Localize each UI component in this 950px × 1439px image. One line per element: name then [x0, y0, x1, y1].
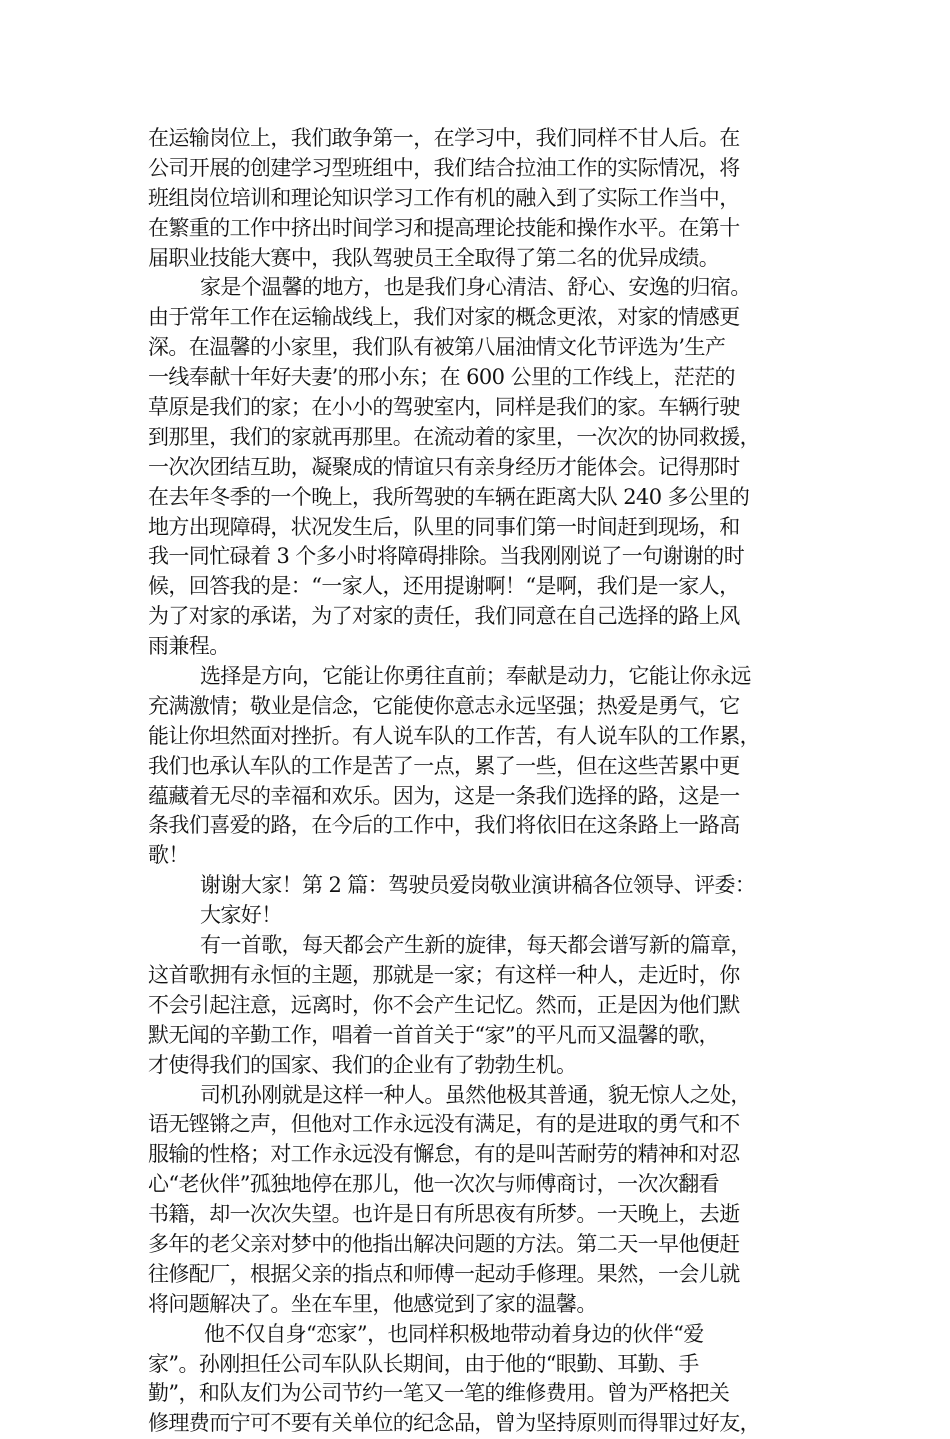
text-line: 才使得我们的国家、我们的企业有了勃勃生机。	[148, 1052, 577, 1077]
text-line: 地方出现障碍，状况发生后，队里的同事们第一时间赶到现场，和	[148, 514, 740, 539]
text-line: 届职业技能大赛中，我队驾驶员王全取得了第二名的优异成绩。	[148, 245, 720, 270]
text-line: 深。在温馨的小家里，我们队有被第八届油情文化节评选为’生产	[148, 335, 726, 360]
text-line: 大家好！	[200, 903, 282, 928]
text-line: 家”。孙刚担任公司车队队长期间，由于他的“眼勤、耳勤、手	[148, 1351, 699, 1376]
text-line: 到那里，我们的家就再那里。在流动着的家里，一次次的协同救援，	[148, 424, 760, 449]
text-line: 在去年冬季的一个晚上，我所驾驶的车辆在距离大队 240 多公里的	[148, 484, 750, 509]
text-line: 蕴藏着无尽的幸福和欢乐。因为，这是一条我们选择的路，这是一	[148, 783, 740, 808]
text-line: 服输的性格；对工作永远没有懈怠，有的是叫苦耐劳的精神和对忍	[148, 1142, 740, 1167]
text-line: 谢谢大家！第 2 篇：驾驶员爱岗敬业演讲稿各位领导、评委：	[200, 873, 756, 898]
text-line: 我们也承认车队的工作是苦了一点，累了一些，但在这些苦累中更	[148, 753, 740, 778]
text-line: 选择是方向，它能让你勇往直前；奉献是动力，它能让你永远	[200, 664, 751, 689]
text-line: 由于常年工作在运输战线上，我们对家的概念更浓，对家的情感更	[148, 305, 740, 330]
text-line: 默无闻的辛勤工作，唱着一首首关于“家”的平凡而又温馨的歌，	[148, 1022, 720, 1047]
text-line: 一线奉献十年好夫妻’的邢小东；在 600 公里的工作线上，茫茫的	[148, 365, 735, 390]
text-line: 语无铿锵之声，但他对工作永远没有满足，有的是进取的勇气和不	[148, 1112, 740, 1137]
text-line: 司机孙刚就是这样一种人。虽然他极其普通，貌无惊人之处，	[200, 1082, 751, 1107]
text-line: 为了对家的承诺，为了对家的责任，我们同意在自己选择的路上风	[148, 604, 740, 629]
text-line: 在运输岗位上，我们敢争第一，在学习中，我们同样不甘人后。在	[148, 126, 740, 150]
text-line: 草原是我们的家；在小小的驾驶室内，同样是我们的家。车辆行驶	[148, 395, 740, 420]
text-line: 修理费而宁可不要有关单位的纪念品，曾为坚持原则而得罪过好友，	[148, 1411, 760, 1436]
text-line: 多年的老父亲对梦中的他指出解决问题的方法。第二天一早他便赶	[148, 1231, 740, 1256]
text-line: 往修配厂，根据父亲的指点和师傅一起动手修理。果然，一会儿就	[148, 1261, 740, 1286]
text-line: 班组岗位培训和理论知识学习工作有机的融入到了实际工作当中，	[148, 185, 740, 210]
text-line: 条我们喜爱的路，在今后的工作中，我们将依旧在这条路上一路高	[148, 813, 740, 838]
text-line: 一次次团结互助，凝聚成的情谊只有亲身经历才能体会。记得那时	[148, 454, 740, 479]
text-line: 这首歌拥有永恒的主题，那就是一家；有这样一种人，走近时，你	[148, 962, 740, 987]
text-line: 有一首歌，每天都会产生新的旋律，每天都会谱写新的篇章，	[200, 933, 751, 958]
text-line: 充满激情；敬业是信念，它能使你意志永远坚强；热爱是勇气，它	[148, 693, 740, 718]
text-line: 不会引起注意，远离时，你不会产生记忆。然而，正是因为他们默	[148, 992, 740, 1017]
document-body	[148, 124, 828, 1439]
text-line: 他不仅自身“恋家”，也同样积极地带动着身边的伙伴“爱	[204, 1321, 704, 1346]
text-line: 候，回答我的是：“一家人，还用提谢啊！“是啊，我们是一家人，	[148, 574, 740, 599]
text-line: 勤”，和队友们为公司节约一笔又一笔的维修费用。曾为严格把关	[148, 1381, 730, 1406]
text-line: 家是个温馨的地方，也是我们身心清洁、舒心、安逸的归宿。	[200, 275, 751, 300]
text-line: 能让你坦然面对挫折。有人说车队的工作苦，有人说车队的工作累，	[148, 723, 760, 748]
text-line: 我一同忙碌着 3 个多小时将障碍排除。当我刚刚说了一句谢谢的时	[148, 544, 745, 569]
text-line: 心“老伙伴”孤独地停在那儿，他一次次与师傅商讨，一次次翻看	[148, 1172, 720, 1197]
text-line: 在繁重的工作中挤出时间学习和提高理论技能和操作水平。在第十	[148, 215, 740, 240]
text-line: 歌！	[148, 843, 189, 868]
text-line: 公司开展的创建学习型班组中，我们结合拉油工作的实际情况，将	[148, 155, 740, 180]
text-line: 将问题解决了。坐在车里，他感觉到了家的温馨。	[148, 1291, 597, 1316]
text-line: 书籍，却一次次失望。也许是日有所思夜有所梦。一天晚上，去逝	[148, 1202, 740, 1227]
text-line: 雨兼程。	[148, 634, 230, 659]
